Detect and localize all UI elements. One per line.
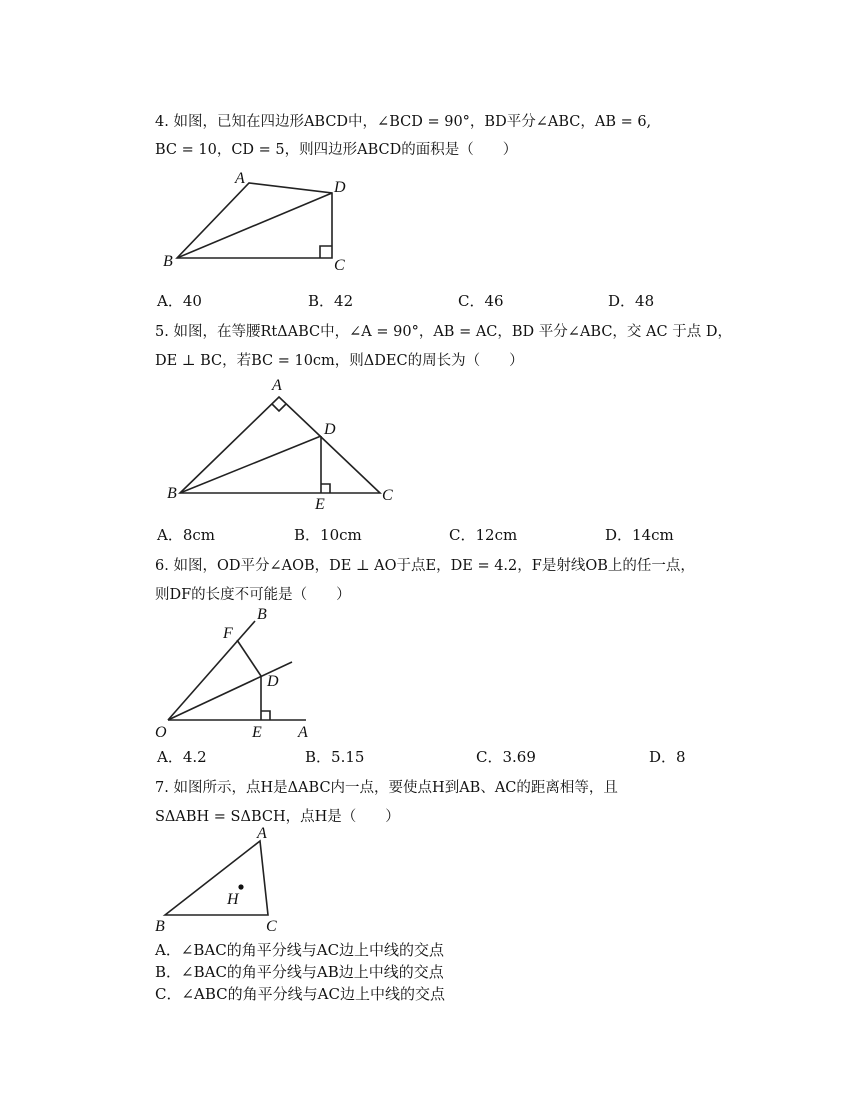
q5-label-d: D (324, 421, 336, 438)
q5-option-b[interactable]: B．10cm (294, 526, 362, 544)
q7-point-h (238, 884, 243, 889)
q7-triangle (165, 841, 268, 915)
q6-label-b: B (257, 606, 267, 623)
q5-stem-line2: DE ⊥ BC，若BC = 10cm，则ΔDEC的周长为（ ） (155, 353, 524, 369)
q6-label-o: O (155, 724, 167, 741)
q6-option-a[interactable]: A．4.2 (157, 748, 207, 766)
q4-label-b: B (163, 253, 173, 270)
q7-option-a[interactable]: A．∠BAC的角平分线与AC边上中线的交点 (155, 941, 445, 959)
q4-option-b[interactable]: B．42 (308, 292, 354, 310)
q7-stem-line1: 7. 如图所示，点H是ΔABC内一点，要使点H到AB、AC的距离相等，且 (155, 780, 618, 796)
q6-label-a: A (298, 724, 308, 741)
q5-option-d[interactable]: D．14cm (605, 526, 674, 544)
q5-label-e: E (315, 496, 325, 513)
q4-option-a[interactable]: A．40 (157, 292, 202, 310)
q7-option-c[interactable]: C．∠ABC的角平分线与AC边上中线的交点 (155, 985, 445, 1003)
q6-option-b[interactable]: B．5.15 (305, 748, 365, 766)
q6-stem-line1: 6. 如图，OD平分∠AOB，DE ⊥ AO于点E，DE = 4.2，F是射线OB上的任一点， (155, 558, 695, 574)
q4-label-a: A (235, 170, 245, 187)
q4-label-d: D (334, 179, 346, 196)
q7-label-c: C (266, 918, 277, 935)
q6-label-e: E (252, 724, 262, 741)
q4-option-d[interactable]: D．48 (608, 292, 655, 310)
q4-stem-line2: BC = 10，CD = 5，则四边形ABCD的面积是（ ） (155, 142, 518, 158)
q7-label-a: A (257, 825, 267, 842)
q5-option-a[interactable]: A．8cm (157, 526, 216, 544)
q6-stem-line2: 则DF的长度不可能是（ ） (155, 587, 351, 603)
q6-option-d[interactable]: D．8 (649, 748, 686, 766)
q4-option-c[interactable]: C．46 (458, 292, 504, 310)
q5-option-c[interactable]: C．12cm (449, 526, 518, 544)
q6-label-f: F (223, 625, 233, 642)
q7-option-b[interactable]: B．∠BAC的角平分线与AB边上中线的交点 (155, 963, 444, 981)
q6-option-c[interactable]: C．3.69 (476, 748, 536, 766)
q5-label-b: B (167, 485, 177, 502)
q4-label-c: C (334, 257, 345, 274)
q7-label-h: H (227, 891, 239, 908)
q6-label-d: D (267, 673, 279, 690)
q5-label-a: A (272, 377, 282, 394)
q5-label-c: C (382, 487, 393, 504)
q7-label-b: B (155, 918, 165, 935)
q4-stem-line1: 4. 如图，已知在四边形ABCD中，∠BCD = 90°，BD平分∠ABC，AB = 6, (155, 114, 652, 130)
q5-stem-line1: 5. 如图，在等腰RtΔABC中，∠A = 90°，AB = AC，BD 平分∠ABC，交 AC 于点 D， (155, 324, 732, 340)
q7-stem-line2: SΔABH = SΔBCH，点H是（ ） (155, 809, 400, 825)
